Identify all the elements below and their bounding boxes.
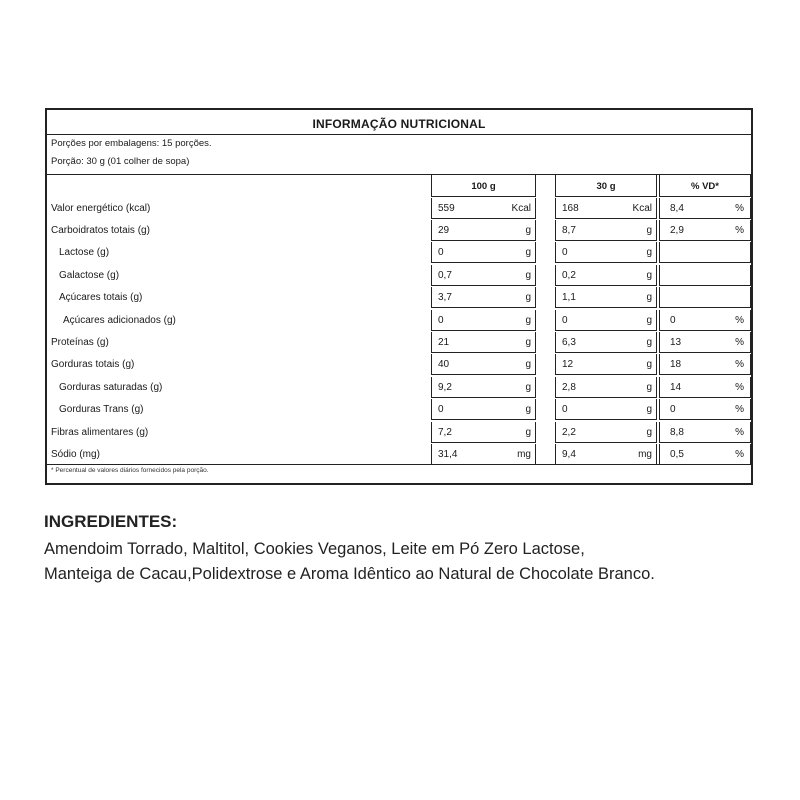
value-vd: 8,8 bbox=[670, 426, 684, 438]
cell-100g bbox=[431, 220, 536, 241]
unit-100g: g bbox=[525, 404, 531, 416]
nutrient-label: Açúcares totais (g) bbox=[59, 292, 143, 304]
value-100g: 9,2 bbox=[438, 381, 452, 393]
nutrition-title: INFORMAÇÃO NUTRICIONAL bbox=[47, 110, 751, 135]
value-100g: 0 bbox=[438, 404, 444, 416]
value-vd: 2,9 bbox=[670, 224, 684, 236]
cell-30g bbox=[555, 354, 657, 375]
value-30g: 6,3 bbox=[562, 336, 576, 348]
cell-30g bbox=[555, 399, 657, 420]
value-100g: 3,7 bbox=[438, 292, 452, 304]
ingredients-line-1: Amendoim Torrado, Maltitol, Cookies Veganos, Leite em Pó Zero Lactose, bbox=[44, 540, 585, 558]
cell-100g bbox=[431, 377, 536, 398]
cell-30g bbox=[555, 310, 657, 331]
cell-30g bbox=[555, 220, 657, 241]
cell-vd bbox=[659, 198, 751, 219]
nutrient-label: Lactose (g) bbox=[59, 247, 110, 259]
cell-vd bbox=[659, 377, 751, 398]
cell-vd bbox=[659, 422, 751, 443]
cell-vd bbox=[659, 220, 751, 241]
unit-pct: % bbox=[735, 381, 744, 393]
unit-30g: g bbox=[646, 269, 652, 281]
cell-100g bbox=[431, 444, 536, 465]
cell-30g bbox=[555, 377, 657, 398]
value-100g: 7,2 bbox=[438, 426, 452, 438]
unit-30g: g bbox=[646, 404, 652, 416]
cell-30g bbox=[555, 265, 657, 286]
table-row bbox=[47, 220, 751, 242]
nutrient-label: Gorduras saturadas (g) bbox=[59, 381, 163, 393]
cell-vd bbox=[659, 332, 751, 353]
nutrient-label: Sódio (mg) bbox=[51, 448, 100, 460]
nutrient-label: Gorduras Trans (g) bbox=[59, 404, 144, 416]
unit-100g: g bbox=[525, 314, 531, 326]
unit-pct: % bbox=[735, 426, 744, 438]
header-100g: 100 g bbox=[431, 175, 536, 197]
serving-size: Porção: 30 g (01 colher de sopa) bbox=[51, 156, 190, 167]
value-vd: 8,4 bbox=[670, 202, 684, 214]
table-row bbox=[47, 377, 751, 399]
nutrient-label: Açúcares adicionados (g) bbox=[63, 314, 176, 326]
unit-100g: g bbox=[525, 292, 531, 304]
value-30g: 0 bbox=[562, 314, 568, 326]
cell-vd bbox=[659, 242, 751, 263]
unit-30g: g bbox=[646, 336, 652, 348]
value-30g: 9,4 bbox=[562, 448, 576, 460]
nutrition-facts-panel bbox=[45, 108, 753, 485]
cell-100g bbox=[431, 332, 536, 353]
unit-100g: g bbox=[525, 359, 531, 371]
unit-pct: % bbox=[735, 448, 744, 460]
unit-100g: g bbox=[525, 426, 531, 438]
value-30g: 0 bbox=[562, 247, 568, 259]
header-vd: % VD* bbox=[659, 175, 751, 197]
table-row bbox=[47, 444, 751, 466]
value-vd: 18 bbox=[670, 359, 682, 371]
value-vd: 0 bbox=[670, 314, 676, 326]
nutrient-label: Carboidratos totais (g) bbox=[51, 224, 150, 236]
value-vd: 0 bbox=[670, 404, 676, 416]
value-30g: 0,2 bbox=[562, 269, 576, 281]
unit-pct: % bbox=[735, 202, 744, 214]
unit-pct: % bbox=[735, 336, 744, 348]
nutrient-label: Proteínas (g) bbox=[51, 336, 109, 348]
value-30g: 2,8 bbox=[562, 381, 576, 393]
value-100g: 40 bbox=[438, 359, 450, 371]
cell-100g bbox=[431, 399, 536, 420]
table-header-row bbox=[47, 175, 751, 197]
unit-30g: g bbox=[646, 247, 652, 259]
cell-100g bbox=[431, 198, 536, 219]
unit-100g: g bbox=[525, 269, 531, 281]
ingredients-line-2: Manteiga de Cacau,Polidextrose e Aroma Idêntico ao Natural de Chocolate Branco. bbox=[44, 565, 655, 583]
cell-30g bbox=[555, 198, 657, 219]
cell-100g bbox=[431, 422, 536, 443]
unit-30g: g bbox=[646, 224, 652, 236]
value-100g: 0 bbox=[438, 314, 444, 326]
value-30g: 2,2 bbox=[562, 426, 576, 438]
unit-pct: % bbox=[735, 224, 744, 236]
value-100g: 31,4 bbox=[438, 448, 458, 460]
table-row bbox=[47, 265, 751, 287]
ingredients-title: INGREDIENTES: bbox=[44, 512, 178, 531]
cell-100g bbox=[431, 242, 536, 263]
ingredients-text bbox=[44, 537, 764, 587]
unit-30g: g bbox=[646, 426, 652, 438]
cell-vd bbox=[659, 310, 751, 331]
value-30g: 168 bbox=[562, 202, 579, 214]
table-row bbox=[47, 354, 751, 376]
unit-30g: mg bbox=[638, 448, 652, 460]
nutrient-label: Gorduras totais (g) bbox=[51, 359, 135, 371]
cell-30g bbox=[555, 332, 657, 353]
table-row bbox=[47, 198, 751, 220]
value-30g: 0 bbox=[562, 404, 568, 416]
nutrition-table bbox=[47, 174, 751, 465]
cell-30g bbox=[555, 242, 657, 263]
value-100g: 21 bbox=[438, 336, 450, 348]
cell-100g bbox=[431, 265, 536, 286]
unit-30g: g bbox=[646, 292, 652, 304]
unit-30g: g bbox=[646, 359, 652, 371]
unit-100g: g bbox=[525, 336, 531, 348]
cell-100g bbox=[431, 354, 536, 375]
unit-100g: g bbox=[525, 247, 531, 259]
servings-per-package: Porções por embalagens: 15 porções. bbox=[51, 138, 212, 149]
value-30g: 12 bbox=[562, 359, 574, 371]
cell-vd bbox=[659, 399, 751, 420]
value-vd: 0,5 bbox=[670, 448, 684, 460]
unit-30g: g bbox=[646, 381, 652, 393]
footnote: * Percentual de valores diários fornecidos pela porção. bbox=[51, 467, 209, 474]
value-30g: 8,7 bbox=[562, 224, 576, 236]
unit-100g: g bbox=[525, 381, 531, 393]
cell-100g bbox=[431, 310, 536, 331]
cell-vd bbox=[659, 354, 751, 375]
unit-30g: Kcal bbox=[632, 202, 652, 214]
unit-100g: mg bbox=[517, 448, 531, 460]
nutrient-label: Fibras alimentares (g) bbox=[51, 426, 149, 438]
cell-vd bbox=[659, 444, 751, 465]
table-row bbox=[47, 242, 751, 264]
value-30g: 1,1 bbox=[562, 292, 576, 304]
nutrient-label: Galactose (g) bbox=[59, 269, 120, 281]
unit-pct: % bbox=[735, 359, 744, 371]
value-100g: 0,7 bbox=[438, 269, 452, 281]
value-vd: 14 bbox=[670, 381, 682, 393]
value-100g: 29 bbox=[438, 224, 450, 236]
table-row bbox=[47, 422, 751, 444]
unit-pct: % bbox=[735, 404, 744, 416]
cell-vd bbox=[659, 287, 751, 308]
cell-30g bbox=[555, 444, 657, 465]
table-row bbox=[47, 310, 751, 332]
nutrient-label: Valor energético (kcal) bbox=[51, 202, 151, 214]
value-vd: 13 bbox=[670, 336, 682, 348]
unit-100g: g bbox=[525, 224, 531, 236]
value-100g: 559 bbox=[438, 202, 455, 214]
cell-30g bbox=[555, 422, 657, 443]
value-100g: 0 bbox=[438, 247, 444, 259]
unit-pct: % bbox=[735, 314, 744, 326]
cell-vd bbox=[659, 265, 751, 286]
cell-100g bbox=[431, 287, 536, 308]
unit-100g: Kcal bbox=[511, 202, 531, 214]
header-30g: 30 g bbox=[555, 175, 657, 197]
table-row bbox=[47, 399, 751, 421]
cell-30g bbox=[555, 287, 657, 308]
unit-30g: g bbox=[646, 314, 652, 326]
table-row bbox=[47, 287, 751, 309]
table-row bbox=[47, 332, 751, 354]
